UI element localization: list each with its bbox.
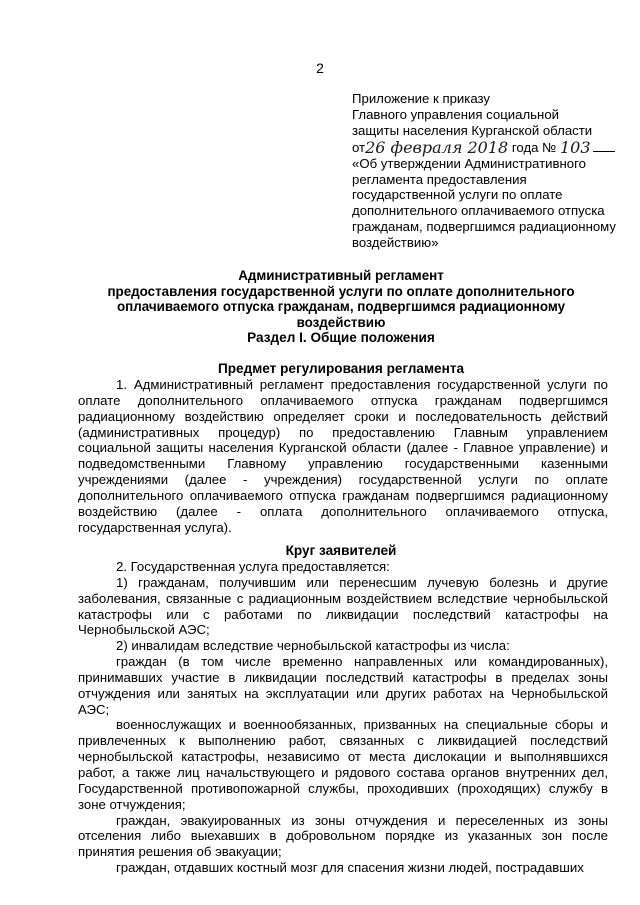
appendix-quote-line: дополнительного оплачиваемого отпуска	[352, 203, 605, 219]
subsection-heading: Предмет регулирования регламента	[217, 361, 465, 376]
appendix-quote-line: гражданам, подвергшимся радиационному	[352, 219, 616, 235]
paragraph-text: 2. Государственная услуга предоставляется:	[116, 559, 390, 574]
appendix-date-line	[352, 139, 622, 156]
year-label: года №	[511, 139, 557, 155]
title-line: оплачиваемого отпуска гражданам, подвергшимся радиационному воздействию	[116, 299, 566, 330]
appendix-quote-line: регламента предоставления	[352, 171, 527, 187]
title-line: предоставления государственной услуги по оплате дополнительного	[107, 283, 575, 299]
handwritten-number: 103	[559, 137, 591, 157]
list-item: граждан, эвакуированных из зоны отчуждения и переселенных из зоны отселения либо выехавших в добровольном порядке из указанных зон после принятия решения об эвакуации;	[78, 812, 608, 860]
appendix-line: защиты населения Курганской области	[352, 122, 593, 138]
paragraph-text: 1. Административный регламент предоставления государственной услуги по оплате дополнительного оплачиваемого отпуска гражданам подвергшимся радиационному воздействию определяет сроки и последовательность действий (административных процедур) по предоставлению Главным управлением социальной защиты населения Курганской области (далее - Главное управление) и подведомственными Главному управлению государственными казенными учреждениями (далее - учреждения) государственной услуги по оплате дополнительного оплачиваемого отпуска гражданам подвергшимся радиационному воздействию (далее - оплата дополнительного оплачиваемого отпуска, государственная услуга).	[78, 377, 608, 535]
handwritten-date: 26 февраля 2018	[365, 137, 509, 157]
appendix-quote-line: «Об утверждении Административного	[352, 155, 586, 171]
page-number: 2	[316, 60, 324, 76]
applicants-list	[78, 559, 608, 876]
list-item: 1) гражданам, получившим или перенесшим лучевую болезнь и другие заболевания, связанные с радиационным воздействием вследствие чернобыльской катастрофы или с работами по ликвидации последствий катастрофы на Чернобыльской АЭС;	[78, 574, 608, 638]
document-title	[78, 268, 604, 330]
appendix-line: Главного управления социальной	[352, 106, 560, 122]
paragraph-1	[78, 377, 608, 535]
list-item: 2) инвалидам вследствие чернобыльской катастрофы из числа:	[116, 638, 510, 654]
appendix-block	[352, 91, 622, 251]
list-item: граждан, отдавших костный мозг для спасения жизни людей, пострадавших	[116, 860, 584, 876]
appendix-quote-line: воздействию»	[352, 235, 439, 251]
appendix-quote-line: государственной услуги по оплате	[352, 187, 563, 203]
list-item: военнослужащих и военнообязанных, призванных на специальные сборы и привлеченных к выполнению работ, связанных с ликвидацией последствий чернобыльской катастрофы, независимо от места дислокации и выполнявшихся работ, а также лиц начальствующего и рядового состава органов внутренних дел, Государственной противопожарной службы, проходивших (проходящих) службу в зоне отчуждения;	[78, 717, 608, 812]
section-heading: Раздел I. Общие положения	[247, 330, 435, 345]
list-item: граждан (в том числе временно направленных или командированных), принимавших участие в ликвидации последствий катастрофы в пределах зоны отчуждения или занятых на эксплуатации или других работах на Чернобыльской АЭС;	[78, 654, 608, 717]
signature-line	[593, 151, 615, 152]
title-line: Административный регламент	[238, 268, 444, 283]
appendix-line: Приложение к приказу	[352, 91, 491, 106]
subsection-heading: Круг заявителей	[285, 543, 397, 558]
from-prefix: от	[352, 139, 366, 155]
